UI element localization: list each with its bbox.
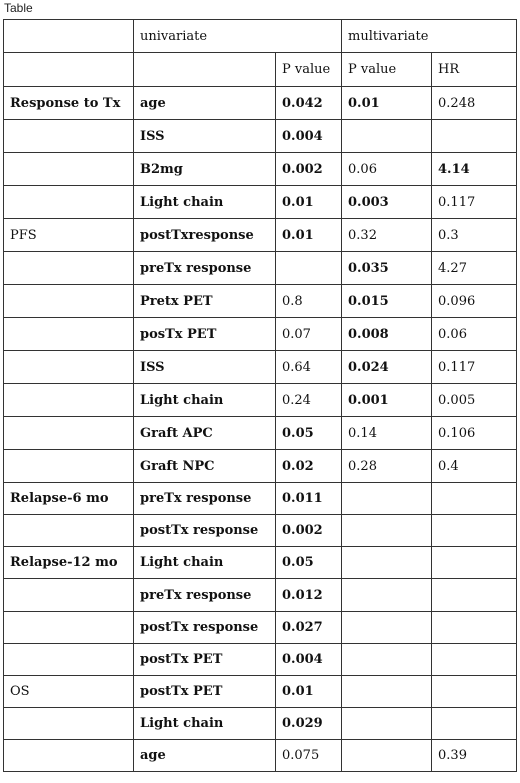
results-table [3, 19, 517, 772]
cell-group [4, 417, 134, 450]
cell-p-value-multivariate [342, 579, 432, 612]
table-row [4, 186, 517, 219]
cell-group [4, 285, 134, 318]
cell-hr: 0.005 [432, 384, 517, 417]
cell-p-value-univariate: 0.01 [276, 219, 342, 252]
cell-p-value-multivariate: 0.01 [342, 87, 432, 120]
cell-p-value-multivariate: 0.003 [342, 186, 432, 219]
header-cell-empty [4, 53, 134, 87]
cell-hr: 0.117 [432, 351, 517, 384]
cell-hr [432, 708, 517, 740]
cell-p-value-multivariate: 0.015 [342, 285, 432, 318]
cell-p-value-univariate: 0.05 [276, 547, 342, 579]
header-cell-empty [4, 20, 134, 53]
cell-group: Relapse-12 mo [4, 547, 134, 579]
table-row [4, 612, 517, 644]
cell-hr: 0.39 [432, 740, 517, 772]
cell-hr [432, 644, 517, 676]
cell-group [4, 612, 134, 644]
cell-variable: ISS [134, 351, 276, 384]
cell-group [4, 120, 134, 153]
table-row [4, 579, 517, 612]
cell-group [4, 579, 134, 612]
cell-hr: 4.27 [432, 252, 517, 285]
cell-p-value-multivariate [342, 483, 432, 515]
cell-p-value-univariate: 0.05 [276, 417, 342, 450]
header-p-value-multivariate: P value [342, 53, 432, 87]
cell-p-value-univariate: 0.64 [276, 351, 342, 384]
cell-variable: preTx response [134, 579, 276, 612]
cell-variable: preTx response [134, 252, 276, 285]
cell-p-value-univariate: 0.011 [276, 483, 342, 515]
table-row [4, 318, 517, 351]
cell-variable: Light chain [134, 708, 276, 740]
cell-variable: preTx response [134, 483, 276, 515]
cell-p-value-univariate: 0.027 [276, 612, 342, 644]
cell-variable: postTx PET [134, 676, 276, 708]
table-caption: Table [4, 1, 33, 15]
table-row [4, 708, 517, 740]
cell-group [4, 351, 134, 384]
cell-p-value-multivariate: 0.001 [342, 384, 432, 417]
cell-variable: Pretx PET [134, 285, 276, 318]
header-row-groups [4, 20, 517, 53]
header-row-columns [4, 53, 517, 87]
cell-p-value-univariate: 0.042 [276, 87, 342, 120]
table-row [4, 153, 517, 186]
cell-p-value-multivariate: 0.14 [342, 417, 432, 450]
table-row [4, 644, 517, 676]
cell-group [4, 252, 134, 285]
table-row [4, 547, 517, 579]
cell-group [4, 450, 134, 483]
cell-p-value-univariate: 0.002 [276, 153, 342, 186]
cell-p-value-multivariate [342, 547, 432, 579]
cell-variable: ISS [134, 120, 276, 153]
table-row [4, 384, 517, 417]
cell-p-value-univariate: 0.012 [276, 579, 342, 612]
table-row [4, 740, 517, 772]
cell-p-value-multivariate: 0.035 [342, 252, 432, 285]
cell-p-value-univariate [276, 252, 342, 285]
header-univariate: univariate [134, 20, 342, 53]
cell-hr: 0.117 [432, 186, 517, 219]
cell-p-value-multivariate: 0.28 [342, 450, 432, 483]
cell-p-value-univariate: 0.075 [276, 740, 342, 772]
cell-hr [432, 483, 517, 515]
cell-hr: 0.096 [432, 285, 517, 318]
cell-variable: Light chain [134, 547, 276, 579]
cell-group [4, 153, 134, 186]
table-row [4, 87, 517, 120]
cell-group [4, 318, 134, 351]
cell-variable: postTx response [134, 612, 276, 644]
cell-variable: B2mg [134, 153, 276, 186]
cell-group: PFS [4, 219, 134, 252]
cell-variable: posTx PET [134, 318, 276, 351]
cell-p-value-univariate: 0.02 [276, 450, 342, 483]
cell-group [4, 384, 134, 417]
table-row [4, 351, 517, 384]
cell-hr [432, 676, 517, 708]
cell-group [4, 186, 134, 219]
cell-group: OS [4, 676, 134, 708]
cell-hr [432, 515, 517, 547]
cell-hr: 0.3 [432, 219, 517, 252]
cell-hr [432, 579, 517, 612]
header-multivariate: multivariate [342, 20, 517, 53]
cell-group [4, 644, 134, 676]
cell-variable: postTx PET [134, 644, 276, 676]
cell-hr [432, 120, 517, 153]
cell-hr [432, 612, 517, 644]
table-row [4, 417, 517, 450]
cell-group [4, 708, 134, 740]
cell-group [4, 515, 134, 547]
cell-variable: age [134, 87, 276, 120]
cell-p-value-multivariate [342, 676, 432, 708]
cell-variable: Graft APC [134, 417, 276, 450]
table-row [4, 285, 517, 318]
cell-hr: 0.06 [432, 318, 517, 351]
cell-p-value-multivariate: 0.06 [342, 153, 432, 186]
cell-p-value-univariate: 0.07 [276, 318, 342, 351]
table-row [4, 219, 517, 252]
cell-p-value-univariate: 0.8 [276, 285, 342, 318]
cell-p-value-univariate: 0.004 [276, 120, 342, 153]
table-row [4, 450, 517, 483]
cell-hr: 0.106 [432, 417, 517, 450]
cell-group: Relapse-6 mo [4, 483, 134, 515]
cell-hr: 4.14 [432, 153, 517, 186]
cell-hr: 0.4 [432, 450, 517, 483]
cell-variable: Light chain [134, 186, 276, 219]
cell-p-value-multivariate [342, 740, 432, 772]
cell-p-value-multivariate: 0.024 [342, 351, 432, 384]
cell-p-value-univariate: 0.24 [276, 384, 342, 417]
cell-p-value-multivariate [342, 612, 432, 644]
cell-variable: Graft NPC [134, 450, 276, 483]
table-row [4, 515, 517, 547]
table-row [4, 252, 517, 285]
cell-p-value-multivariate [342, 644, 432, 676]
table-row [4, 483, 517, 515]
cell-p-value-multivariate [342, 120, 432, 153]
cell-variable: postTxresponse [134, 219, 276, 252]
cell-group [4, 740, 134, 772]
cell-group: Response to Tx [4, 87, 134, 120]
cell-variable: Light chain [134, 384, 276, 417]
cell-p-value-multivariate [342, 708, 432, 740]
header-p-value-univariate: P value [276, 53, 342, 87]
header-hr: HR [432, 53, 517, 87]
cell-p-value-univariate: 0.029 [276, 708, 342, 740]
cell-p-value-univariate: 0.01 [276, 186, 342, 219]
cell-variable: postTx response [134, 515, 276, 547]
table-row [4, 120, 517, 153]
cell-hr: 0.248 [432, 87, 517, 120]
cell-hr [432, 547, 517, 579]
header-cell-empty [134, 53, 276, 87]
table-row [4, 676, 517, 708]
cell-variable: age [134, 740, 276, 772]
cell-p-value-univariate: 0.002 [276, 515, 342, 547]
cell-p-value-multivariate: 0.32 [342, 219, 432, 252]
cell-p-value-multivariate: 0.008 [342, 318, 432, 351]
cell-p-value-univariate: 0.004 [276, 644, 342, 676]
cell-p-value-univariate: 0.01 [276, 676, 342, 708]
cell-p-value-multivariate [342, 515, 432, 547]
